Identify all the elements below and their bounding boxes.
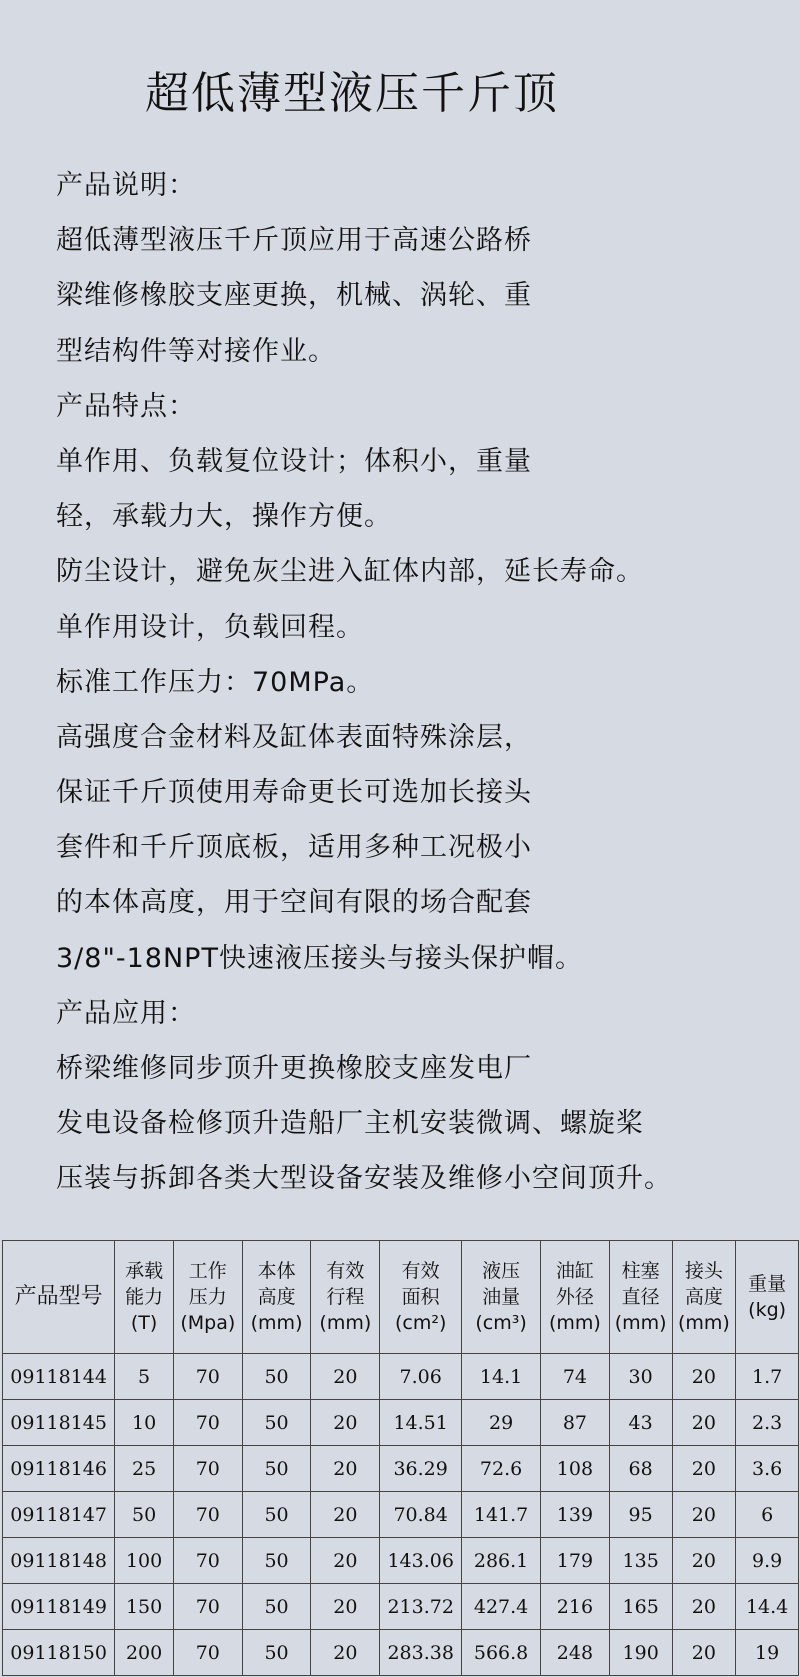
table-cell: 20 <box>311 1538 380 1584</box>
table-cell: 20 <box>311 1630 380 1676</box>
table-cell: 50 <box>242 1446 311 1492</box>
application-text: 压装与拆卸各类大型设备安装及维修小空间顶升。 <box>56 1163 672 1195</box>
table-cell: 150 <box>115 1584 174 1630</box>
feature-text: 轻，承载力大，操作方便。 <box>56 501 392 533</box>
table-cell: 248 <box>541 1630 610 1676</box>
table-cell: 50 <box>242 1630 311 1676</box>
table-cell: 100 <box>115 1538 174 1584</box>
table-cell: 108 <box>541 1446 610 1492</box>
table-row <box>3 1354 799 1400</box>
col-header-plunger-diameter: 柱塞 直径 (mm) <box>609 1241 672 1354</box>
table-cell: 10 <box>115 1400 174 1446</box>
feature-text: 的本体高度，用于空间有限的场合配套 <box>56 887 532 919</box>
col-header-area: 有效 面积 (cm²) <box>380 1241 462 1354</box>
feature-text: 保证千斤顶使用寿命更长可选加长接头 <box>56 777 532 809</box>
table-cell: 50 <box>242 1354 311 1400</box>
table-cell: 19 <box>736 1630 799 1676</box>
table-cell: 70 <box>173 1446 242 1492</box>
table-cell: 29 <box>462 1400 541 1446</box>
table-cell: 50 <box>242 1492 311 1538</box>
table-cell: 14.1 <box>462 1354 541 1400</box>
section-heading-applications: 产品应用： <box>56 997 196 1029</box>
col-header-body-height: 本体 高度 (mm) <box>242 1241 311 1354</box>
table-cell: 5 <box>115 1354 174 1400</box>
table-body <box>3 1354 799 1676</box>
col-header-pressure: 工作 压力 (Mpa) <box>173 1241 242 1354</box>
table-cell: 427.4 <box>462 1584 541 1630</box>
model-cell: 09118150 <box>3 1630 115 1676</box>
table-cell: 20 <box>672 1584 736 1630</box>
col-header-weight: 重量 (kg) <box>736 1241 799 1354</box>
section-heading-features: 产品特点： <box>56 390 196 422</box>
feature-text: 防尘设计，避免灰尘进入缸体内部，延长寿命。 <box>56 556 644 588</box>
col-header-capacity: 承载 能力 (T) <box>115 1241 174 1354</box>
col-header-cylinder-diameter: 油缸 外径 (mm) <box>541 1241 610 1354</box>
description-text: 梁维修橡胶支座更换，机械、涡轮、重 <box>56 280 532 312</box>
col-header-oil-volume: 液压 油量 (cm³) <box>462 1241 541 1354</box>
table-cell: 50 <box>242 1584 311 1630</box>
table-cell: 20 <box>672 1446 736 1492</box>
table-cell: 20 <box>311 1354 380 1400</box>
table-cell: 25 <box>115 1446 174 1492</box>
table-cell: 141.7 <box>462 1492 541 1538</box>
table-row <box>3 1538 799 1584</box>
table-cell: 70 <box>173 1630 242 1676</box>
table-cell: 70 <box>173 1400 242 1446</box>
application-text: 发电设备检修顶升造船厂主机安装微调、螺旋桨 <box>56 1108 644 1140</box>
table-cell: 135 <box>609 1538 672 1584</box>
feature-text: 单作用、负载复位设计；体积小，重量 <box>56 445 532 477</box>
table-cell: 20 <box>311 1584 380 1630</box>
feature-text: 标准工作压力：70MPa。 <box>56 666 375 698</box>
table-cell: 50 <box>115 1492 174 1538</box>
table-row <box>3 1400 799 1446</box>
table-cell: 20 <box>672 1538 736 1584</box>
table-cell: 283.38 <box>380 1630 462 1676</box>
table-row <box>3 1492 799 1538</box>
table-cell: 1.7 <box>736 1354 799 1400</box>
spec-table <box>2 1240 799 1676</box>
table-cell: 7.06 <box>380 1354 462 1400</box>
description-text: 超低薄型液压千斤顶应用于高速公路桥 <box>56 225 532 257</box>
table-cell: 95 <box>609 1492 672 1538</box>
table-cell: 87 <box>541 1400 610 1446</box>
application-text: 桥梁维修同步顶升更换橡胶支座发电厂 <box>56 1053 532 1084</box>
table-cell: 20 <box>672 1630 736 1676</box>
table-cell: 70 <box>173 1538 242 1584</box>
table-cell: 72.6 <box>462 1446 541 1492</box>
table-cell: 68 <box>609 1446 672 1492</box>
description-text: 型结构件等对接作业。 <box>56 335 336 367</box>
table-cell: 20 <box>672 1400 736 1446</box>
col-header-coupler-height: 接头 高度 (mm) <box>672 1241 736 1354</box>
table-cell: 179 <box>541 1538 610 1584</box>
table-cell: 30 <box>609 1354 672 1400</box>
page-title: 超低薄型液压千斤顶 <box>145 68 559 119</box>
table-cell: 6 <box>736 1492 799 1538</box>
section-heading-description: 产品说明： <box>56 170 196 201</box>
table-cell: 70 <box>173 1354 242 1400</box>
feature-text: 3/8"-18NPT快速液压接头与接头保护帽。 <box>56 942 583 974</box>
table-cell: 200 <box>115 1630 174 1676</box>
table-cell: 165 <box>609 1584 672 1630</box>
feature-text: 套件和千斤顶底板，适用多种工况极小 <box>56 832 532 864</box>
table-cell: 20 <box>672 1354 736 1400</box>
table-header-row <box>3 1241 799 1354</box>
model-cell: 09118147 <box>3 1492 115 1538</box>
table-cell: 190 <box>609 1630 672 1676</box>
col-header-stroke: 有效 行程 (mm) <box>311 1241 380 1354</box>
table-cell: 20 <box>311 1400 380 1446</box>
col-header-model: 产品型号 <box>3 1241 115 1354</box>
table-cell: 3.6 <box>736 1446 799 1492</box>
table-cell: 50 <box>242 1400 311 1446</box>
table-cell: 50 <box>242 1538 311 1584</box>
model-cell: 09118145 <box>3 1400 115 1446</box>
table-cell: 286.1 <box>462 1538 541 1584</box>
table-cell: 74 <box>541 1354 610 1400</box>
product-description <box>56 158 796 1207</box>
table-cell: 14.51 <box>380 1400 462 1446</box>
model-cell: 09118148 <box>3 1538 115 1584</box>
table-cell: 216 <box>541 1584 610 1630</box>
table-cell: 566.8 <box>462 1630 541 1676</box>
table-cell: 143.06 <box>380 1538 462 1584</box>
table-row <box>3 1446 799 1492</box>
table-cell: 36.29 <box>380 1446 462 1492</box>
table-cell: 213.72 <box>380 1584 462 1630</box>
model-cell: 09118146 <box>3 1446 115 1492</box>
table-cell: 139 <box>541 1492 610 1538</box>
table-cell: 20 <box>672 1492 736 1538</box>
table-cell: 9.9 <box>736 1538 799 1584</box>
feature-text: 单作用设计，负载回程。 <box>56 611 364 643</box>
table-cell: 70 <box>173 1492 242 1538</box>
model-cell: 09118149 <box>3 1584 115 1630</box>
table-cell: 14.4 <box>736 1584 799 1630</box>
table-cell: 20 <box>311 1446 380 1492</box>
table-cell: 43 <box>609 1400 672 1446</box>
table-row <box>3 1630 799 1676</box>
table-row <box>3 1584 799 1630</box>
table-cell: 70.84 <box>380 1492 462 1538</box>
model-cell: 09118144 <box>3 1354 115 1400</box>
table-cell: 2.3 <box>736 1400 799 1446</box>
table-cell: 70 <box>173 1584 242 1630</box>
feature-text: 高强度合金材料及缸体表面特殊涂层， <box>56 721 532 753</box>
table-cell: 20 <box>311 1492 380 1538</box>
